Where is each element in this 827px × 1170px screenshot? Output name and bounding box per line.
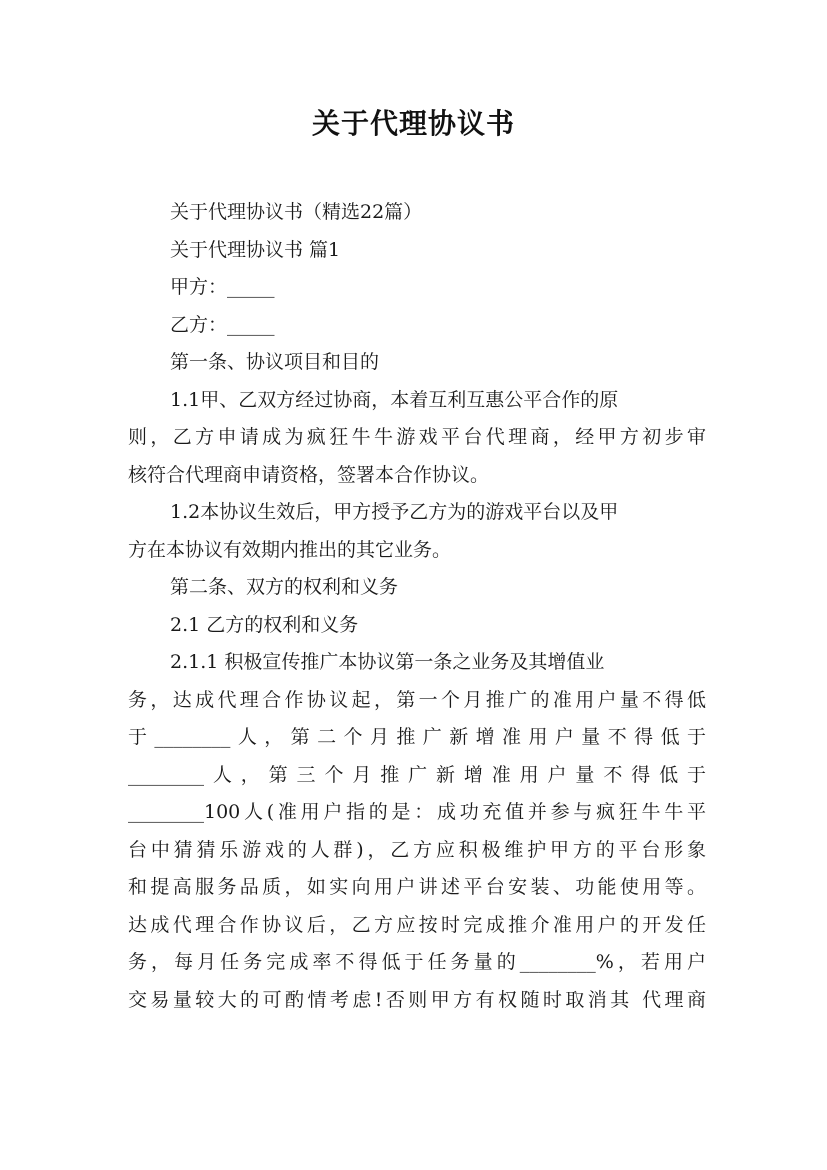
paragraph-line: 台中猜猜乐游戏的人群)，乙方应积极维护甲方的平台形象 [128, 838, 706, 861]
paragraph-line: 1.1甲、乙双方经过协商，本着互利互惠公平合作的原 [170, 388, 619, 411]
paragraph-line: 乙方：_____ [170, 313, 275, 336]
paragraph-line: 达成代理合作协议后，乙方应按时完成推介准用户的开发任 [128, 913, 706, 936]
paragraph-line: 甲方：_____ [170, 276, 275, 298]
document-title: 关于代理协议书 [311, 107, 515, 140]
paragraph-line: 方在本协议有效期内推出的其它业务。 [128, 538, 452, 561]
paragraph-line: 务，达成代理合作协议起，第一个月推广的准用户量不得低 [128, 688, 706, 711]
paragraph-line: 关于代理协议书（精选22篇） [170, 201, 423, 223]
paragraph-line: 1.2本协议生效后，甲方授予乙方为的游戏平台以及甲 [170, 501, 619, 523]
paragraph-line: 第二条、双方的权利和义务 [170, 576, 399, 598]
paragraph-line: 2.1 乙方的权利和义务 [170, 613, 359, 636]
paragraph-line: ________100人(准用户指的是：成功充值并参与疯狂牛牛平 [128, 801, 706, 823]
paragraph-line: 2.1.1 积极宣传推广本协议第一条之业务及其增值业 [170, 651, 605, 673]
paragraph-line: 则，乙方申请成为疯狂牛牛游戏平台代理商，经甲方初步审 [128, 426, 706, 448]
paragraph-line: ________人，第三个月推广新增准用户量不得低于 [128, 763, 706, 786]
document-body [128, 194, 706, 1019]
paragraph-line: 核符合代理商申请资格，签署本合作协议。 [128, 463, 490, 486]
paragraph-line: 于________人，第二个月推广新增准用户量不得低于 [128, 726, 706, 748]
paragraph-line: 和提高服务品质，如实向用户讲述平台安装、功能使用等。 [128, 876, 706, 898]
paragraph-line: 务，每月任务完成率不得低于任务量的________%，若用户 [128, 951, 706, 973]
paragraph-line: 交易量较大的可酌情考虑!否则甲方有权随时取消其 代理商 [128, 988, 706, 1011]
paragraph-line: 关于代理协议书 篇1 [170, 238, 341, 261]
paragraph-line: 第一条、协议项目和目的 [170, 351, 380, 373]
